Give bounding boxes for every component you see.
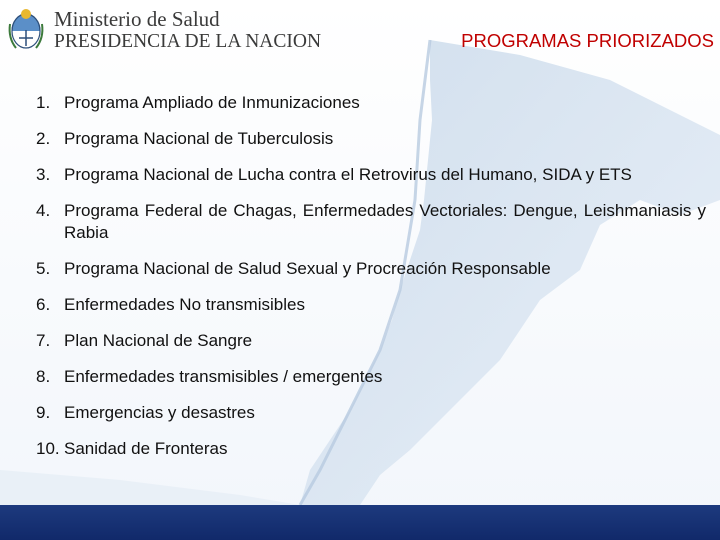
list-item-number: 6.	[36, 295, 51, 314]
ministry-name: Ministerio de Salud	[54, 7, 220, 31]
list-item-label: Enfermedades transmisibles / emergentes	[64, 367, 383, 386]
list-item-label: Programa Nacional de Salud Sexual y Procreación Responsable	[64, 259, 551, 278]
list-item-label: Programa Nacional de Tuberculosis	[64, 129, 334, 148]
list-item-number: 7.	[36, 331, 51, 350]
list-item	[36, 128, 706, 150]
list-item	[36, 366, 706, 388]
list-item	[36, 258, 706, 280]
list-item-label: Programa Ampliado de Inmunizaciones	[64, 93, 360, 112]
list-item	[36, 164, 706, 186]
program-list	[36, 92, 706, 474]
list-item	[36, 402, 706, 424]
list-item-label: Programa Federal de Chagas, Enfermedades Vectoriales: Dengue, Leishmaniasis y Rabia	[64, 201, 706, 242]
list-item-number: 4.	[36, 201, 51, 220]
list-item	[36, 92, 706, 114]
list-item-number: 2.	[36, 129, 51, 148]
list-item	[36, 330, 706, 352]
page-title: PROGRAMAS PRIORIZADOS	[461, 30, 714, 51]
list-item	[36, 438, 706, 460]
argentine-coat-of-arms-icon	[6, 6, 46, 52]
list-item	[36, 200, 706, 244]
list-item-number: 1.	[36, 93, 51, 112]
list-item-number: 10.	[36, 439, 60, 458]
list-item-label: Enfermedades No transmisibles	[64, 295, 305, 314]
list-item-label: Emergencias y desastres	[64, 403, 255, 422]
list-item-number: 8.	[36, 367, 51, 386]
presidency-name: PRESIDENCIA DE LA NACION	[54, 31, 322, 52]
list-item-number: 5.	[36, 259, 51, 278]
header	[0, 0, 720, 58]
list-item	[36, 294, 706, 316]
list-item-label: Programa Nacional de Lucha contra el Retrovirus del Humano, SIDA y ETS	[64, 165, 632, 184]
list-item-number: 3.	[36, 165, 51, 184]
list-item-label: Plan Nacional de Sangre	[64, 331, 253, 350]
list-item-label: Sanidad de Fronteras	[64, 439, 228, 458]
list-item-number: 9.	[36, 403, 51, 422]
footer-bar	[0, 505, 720, 540]
